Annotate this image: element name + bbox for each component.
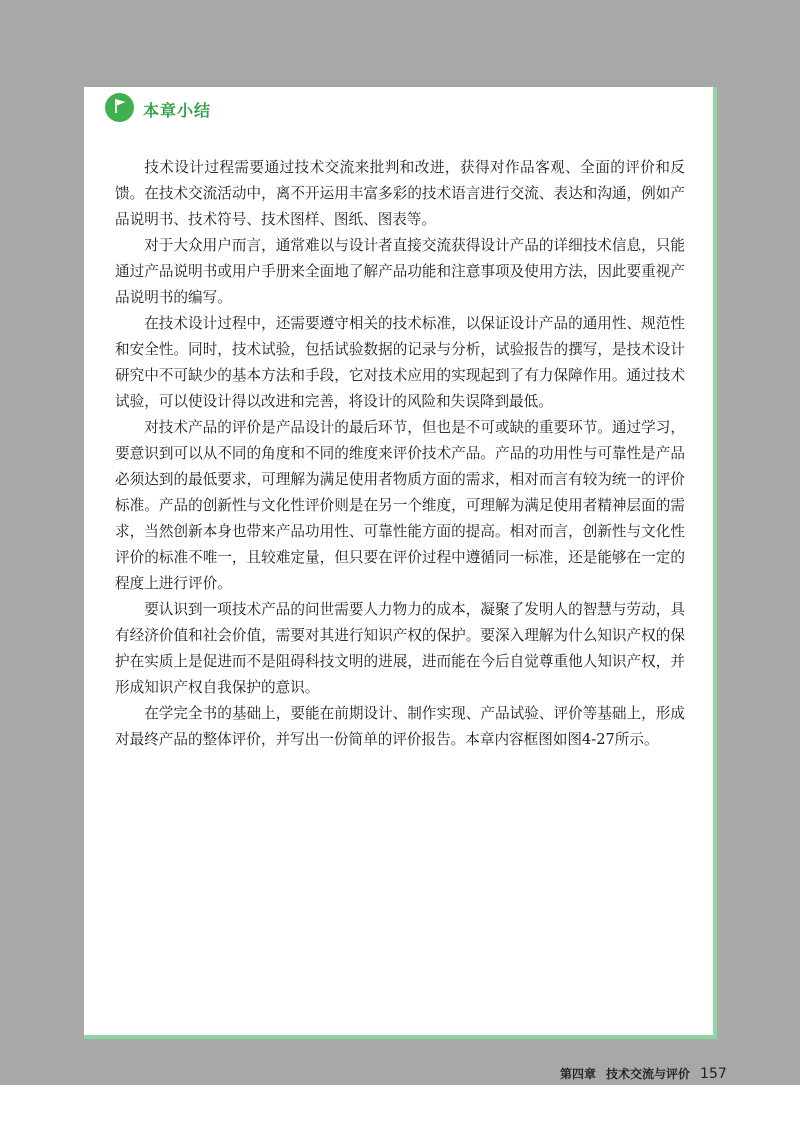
paragraph: 在学完全书的基础上，要能在前期设计、制作实现、产品试验、评价等基础上，形成对最终产品的整体评价，并写出一份简单的评价报告。本章内容框图如图4-27所示。 <box>115 705 685 748</box>
flag-icon <box>111 97 129 119</box>
section-title: 本章小结 <box>143 101 212 120</box>
summary-body <box>115 155 685 753</box>
paragraph: 对于大众用户而言，通常难以与设计者直接交流获得设计产品的详细技术信息，只能通过产品说明书或用户手册来全面地了解产品功能和注意事项及使用方法，因此要重视产品说明书的编写。 <box>115 237 685 306</box>
paragraph: 技术设计过程需要通过技术交流来批判和改进，获得对作品客观、全面的评价和反馈。在技术交流活动中，离不开运用丰富多彩的技术语言进行交流、表达和沟通，例如产品说明书、技术符号、技术图样、图纸、图表等。 <box>115 159 685 228</box>
paragraph: 在技术设计过程中，还需要遵守相关的技术标准，以保证设计产品的通用性、规范性和安全性。同时，技术试验，包括试验数据的记录与分析，试验报告的撰写，是技术设计研究中不可缺少的基本方法和手段，它对技术应用的实现起到了有力保障作用。通过技术试验，可以使设计得以改进和完善，将设计的风险和失误降到最低。 <box>115 315 685 410</box>
footer-topic: 技术交流与评价 <box>606 1067 691 1081</box>
page-number: 157 <box>700 1066 727 1082</box>
paragraph: 要认识到一项技术产品的问世需要人力物力的成本，凝聚了发明人的智慧与劳动，具有经济价值和社会价值，需要对其进行知识产权的保护。要深入理解为什么知识产权的保护在实质上是促进而不是阻碍科技文明的进展，进而能在今后自觉尊重他人知识产权，并形成知识产权自我保护的意识。 <box>115 601 685 696</box>
section-badge <box>105 93 134 122</box>
paragraph: 对技术产品的评价是产品设计的最后环节，但也是不可或缺的重要环节。通过学习，要意识到可以从不同的角度和不同的维度来评价技术产品。产品的功用性与可靠性是产品必须达到的最低要求，可理解为满足使用者物质方面的需求，相对而言有较为统一的评价标准。产品的创新性与文化性评价则是在另一个维度，可理解为满足使用者精神层面的需求，当然创新本身也带来产品功用性、可靠性能方面的提高。相对而言，创新性与文化性评价的标准不唯一，且较难定量，但只要在评价过程中遵循同一标准，还是能够在一定的程度上进行评价。 <box>115 419 685 592</box>
page-footer <box>560 1065 780 1085</box>
footer-chapter: 第四章 <box>560 1067 597 1081</box>
